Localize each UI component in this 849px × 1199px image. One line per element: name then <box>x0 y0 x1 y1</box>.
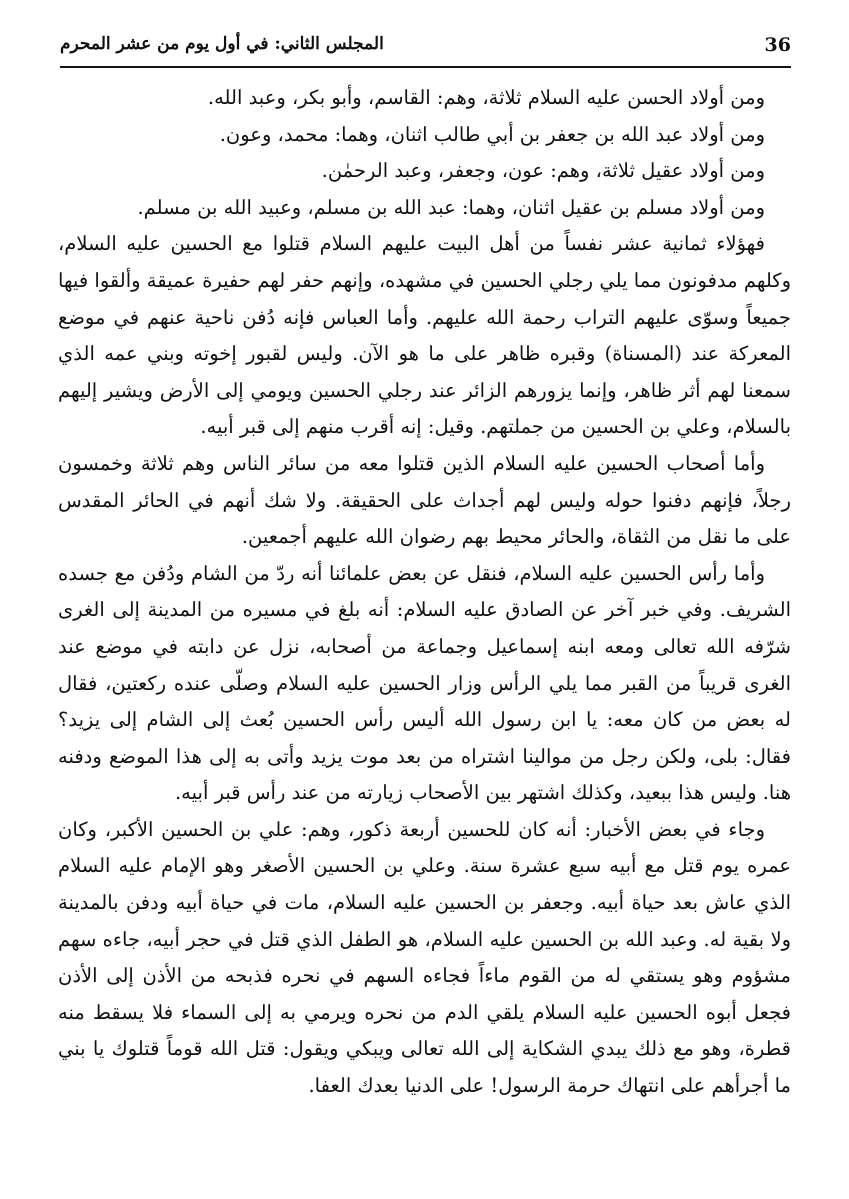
running-header <box>60 30 791 68</box>
paragraph: ومن أولاد عقيل ثلاثة، وهم: عون، وجعفر، وعبد الرحمٰن. <box>321 159 765 183</box>
paragraph: وأما رأس الحسين عليه السلام، فنقل عن بعض علمائنا أنه ردّ من الشام ودُفن مع جسده الشريف. وفي خبر آخر عن الصادق عليه السلام: أنه بلغ في مسيره من المدينة إلى الغرى شرّفه الله تعالى ومعه ابنه إسماعيل وجماعة من أصحابه، نزل عن دابته في موضع عند الغرى قريباً من القبر مما يلي الرأس وزار الحسين عليه السلام وصلّى عنده ركعتين، فقال له بعض من كان معه: يا ابن رسول الله أليس رأس الحسين بُعث إلى الشام إلى يزيد؟ فقال: بلى، ولكن رجل من موالينا اشتراه من بعد موت يزيد وأتى به إلى هذا الموضع ودفنه هنا. وليس هذا ببعيد، وكذلك اشتهر بين الأصحاب زيارته من عند رأس قبر أبيه. <box>58 561 791 805</box>
paragraph: ومن أولاد مسلم بن عقيل اثنان، وهما: عبد الله بن مسلم، وعبيد الله بن مسلم. <box>137 195 765 219</box>
paragraph: ومن أولاد عبد الله بن جعفر بن أبي طالب اثنان، وهما: محمد، وعون. <box>219 122 765 146</box>
body-text <box>58 80 791 1105</box>
paragraph: وأما أصحاب الحسين عليه السلام الذين قتلوا معه من سائر الناس وهم ثلاثة وخمسون رجلاً، فإنهم دفنوا حوله وليس لهم أجداث على الحقيقة. ولا شك أنهم في الحائر المقدس على ما نقل من الثقاة، والحائر محيط بهم رضوان الله عليهم أجمعين. <box>58 451 791 549</box>
paragraph: وجاء في بعض الأخبار: أنه كان للحسين أربعة ذكور، وهم: علي بن الحسين الأكبر، وكان عمره يوم قتل مع أبيه سبع عشرة سنة. وعلي بن الحسين الأصغر وهو الإمام عليه السلام الذي عاش بعد حياة أبيه. وجعفر بن الحسين عليه السلام، مات في حياة أبيه ودفن بالمدينة ولا بقية له. وعبد الله بن الحسين عليه السلام، هو الطفل الذي قتل في حجر أبيه، جاءه سهم مشؤوم وهو يستقي له من القوم ماءاً فجاءه السهم في نحره فذبحه من الأذن إلى الأذن فجعل أبوه الحسين عليه السلام يلقي الدم من نحره ويرمي به إلى السماء فلا يسقط منه قطرة، وهو مع ذلك يبدي الشكاية إلى الله تعالى ويبكي ويقول: قتل الله قوماً قتلوك يا بني ما أجرأهم على انتهاك حرمة الرسول! على الدنيا بعدك العفا. <box>58 817 791 1098</box>
paragraph: فهؤلاء ثمانية عشر نفساً من أهل البيت عليهم السلام قتلوا مع الحسين عليه السلام، وكلهم مدفونون مما يلي رجلي الحسين في مشهده، وإنهم حفر لهم حفيرة عميقة وألقوا فيها جميعاً وسوّى عليهم التراب رحمة الله عليهم. وأما العباس فإنه دُفن ناحية عنهم في موضع المعركة عند (المسناة) وقبره ظاهر على ما هو الآن. وليس لقبور إخوته وبني عمه الذي سمعنا لهم أثر ظاهر، وإنما يزورهم الزائر عند رجلي الحسين ويومي إلى الأرض ويشير إليهم بالسلام، وعلي بن الحسين من جملتهم. وقيل: إنه أقرب منهم إلى قبر أبيه. <box>58 232 791 439</box>
page-number: 36 <box>764 34 791 56</box>
paragraph: ومن أولاد الحسن عليه السلام ثلاثة، وهم: القاسم، وأبو بكر، وعبد الله. <box>207 86 765 109</box>
chapter-title: المجلس الثاني: في أول يوم من عشر المحرم <box>60 34 384 54</box>
